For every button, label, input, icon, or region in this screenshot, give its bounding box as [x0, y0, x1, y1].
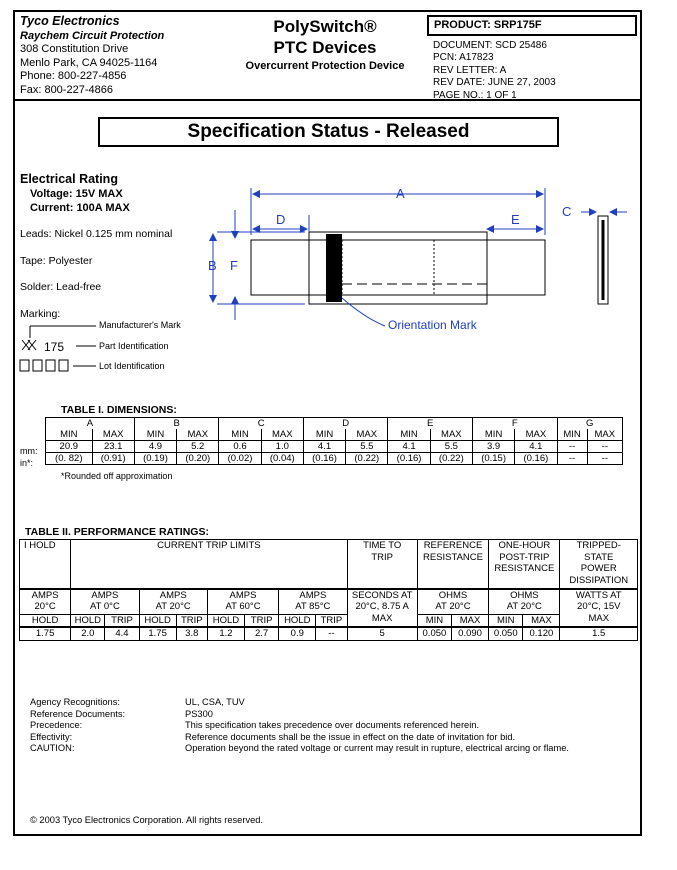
document-info — [433, 40, 556, 102]
th-time-to-trip: TIME TO TRIP — [347, 540, 417, 589]
precedence-key: Precedence: — [30, 720, 83, 731]
dim-in-cell: -- — [587, 453, 622, 465]
tape-spec: Tape: Polyester — [20, 255, 93, 267]
dim-mm-cell: 4.9 — [134, 441, 176, 453]
performance-value-cell: 3.8 — [176, 627, 207, 641]
performance-value-cell: 0.9 — [279, 627, 316, 641]
th-hold-20: HOLD — [139, 614, 176, 627]
th-ref-max: MAX — [451, 614, 488, 627]
precedence-value: This specification takes precedence over documents referenced herein. — [185, 720, 480, 731]
dim-in-cell: (0.02) — [219, 453, 261, 465]
dim-min-header: MIN — [303, 429, 345, 441]
performance-value-cell: 0.050 — [417, 627, 451, 641]
manufacturer-mark-label: Manufacturer's Mark — [99, 320, 181, 330]
dim-mm-cell: -- — [557, 441, 587, 453]
dim-letter-d: D — [303, 418, 388, 430]
dimensions-table — [45, 417, 623, 465]
dim-in-cell: (0.15) — [472, 453, 514, 465]
product-subtitle: Overcurrent Protection Device — [245, 60, 405, 72]
dim-letter-c: C — [219, 418, 304, 430]
dim-mm-cell: 1.0 — [261, 441, 303, 453]
th-hold-0: HOLD — [71, 614, 105, 627]
label-f: F — [230, 258, 238, 273]
performance-value-cell: 1.5 — [560, 627, 638, 641]
dim-max-header: MAX — [587, 429, 622, 441]
dim-in-cell: (0.04) — [261, 453, 303, 465]
table1-letter-row — [46, 418, 623, 430]
orientation-leader — [342, 298, 385, 326]
performance-value-cell: 1.75 — [20, 627, 71, 641]
performance-table — [19, 539, 638, 641]
dim-mm-cell: 5.2 — [177, 441, 219, 453]
th-at-20c: AMPS AT 20°C — [139, 589, 207, 615]
table1-in-row — [46, 453, 623, 465]
lot-identification-label: Lot Identification — [99, 361, 165, 371]
pcn-number: PCN: A17823 — [433, 52, 494, 64]
dim-max-header: MAX — [346, 429, 388, 441]
dim-letter-b: B — [134, 418, 219, 430]
dim-letter-e: E — [388, 418, 473, 430]
dim-min-header: MIN — [219, 429, 261, 441]
agency-value: UL, CSA, TUV — [185, 697, 245, 707]
dim-max-header: MAX — [177, 429, 219, 441]
th-tripped-state: TRIPPED- STATE POWER DISSIPATION — [560, 540, 638, 589]
dim-mm-cell: 5.5 — [346, 441, 388, 453]
lot-box-4 — [59, 360, 68, 371]
part-identification-label: Part Identification — [99, 341, 169, 351]
dim-in-cell: (0.16) — [515, 453, 557, 465]
dim-max-header: MAX — [515, 429, 557, 441]
specification-status-banner: Specification Status - Released — [98, 117, 559, 147]
th-trip-limits: CURRENT TRIP LIMITS — [71, 540, 347, 589]
th-hold-85: HOLD — [279, 614, 316, 627]
mm-row-label: mm: — [20, 446, 38, 456]
copyright: © 2003 Tyco Electronics Corporation. All rights reserved. — [30, 815, 264, 825]
table1-mm-row — [46, 441, 623, 453]
dim-max-header: MAX — [430, 429, 472, 441]
dim-in-cell: (0.91) — [92, 453, 134, 465]
dim-mm-cell: 4.1 — [388, 441, 430, 453]
company-address-1: 308 Constitution Drive — [20, 43, 129, 56]
performance-value-cell: 1.75 — [139, 627, 176, 641]
th-one-hour: ONE-HOUR POST-TRIP RESISTANCE — [489, 540, 560, 589]
chip-outline — [342, 240, 434, 295]
dim-mm-cell: 20.9 — [46, 441, 93, 453]
lot-box-3 — [46, 360, 55, 371]
label-e: E — [511, 212, 520, 227]
performance-value-cell: -- — [316, 627, 347, 641]
dim-letter-g: G — [557, 418, 623, 430]
dim-min-header: MIN — [472, 429, 514, 441]
leads-spec: Leads: Nickel 0.125 mm nominal — [20, 228, 173, 240]
performance-value-cell: 4.4 — [105, 627, 139, 641]
dim-mm-cell: 23.1 — [92, 441, 134, 453]
product-box: PRODUCT: SRP175F — [427, 15, 637, 36]
product-title-line1: PolySwitch® — [273, 17, 377, 36]
performance-value-cell: 2.0 — [71, 627, 105, 641]
table1-title: TABLE I. DIMENSIONS: — [61, 404, 177, 416]
effectivity-value: Reference documents shall be the issue in effect on the date of invitation for bid. — [185, 731, 516, 742]
rev-date: REV DATE: JUNE 27, 2003 — [433, 77, 556, 89]
lot-box-1 — [20, 360, 29, 371]
th-ohms-post: OHMS AT 20°C — [489, 589, 560, 615]
solder-spec: Solder: Lead-free — [20, 281, 102, 293]
product-title-block — [235, 16, 415, 72]
dim-letter-f: F — [472, 418, 557, 430]
caution-value: Operation beyond the rated voltage or current may result in rupture, electrical arcing or flame. — [185, 743, 569, 754]
dim-min-header: MIN — [557, 429, 587, 441]
dim-in-cell: (0.20) — [177, 453, 219, 465]
th-reference-resistance: REFERENCE RESISTANCE — [417, 540, 488, 589]
dim-in-cell: -- — [557, 453, 587, 465]
th-at-85c: AMPS AT 85°C — [279, 589, 347, 615]
page-number: PAGE NO.: 1 OF 1 — [433, 89, 517, 101]
performance-value-cell: 2.7 — [245, 627, 279, 641]
dim-in-cell: (0.19) — [134, 453, 176, 465]
effectivity-key: Effectivity: — [30, 731, 73, 742]
dim-in-cell: (0.16) — [388, 453, 430, 465]
performance-values-row — [20, 627, 638, 641]
dim-min-header: MIN — [46, 429, 93, 441]
label-b: B — [208, 258, 217, 273]
th-trip-20: TRIP — [176, 614, 207, 627]
dim-mm-cell: -- — [587, 441, 622, 453]
electrical-rating — [20, 172, 130, 215]
th-post-max: MAX — [523, 614, 560, 627]
refdocs-value: PS300 — [185, 708, 213, 719]
table2-title: TABLE II. PERFORMANCE RATINGS: — [25, 526, 209, 538]
performance-value-cell: 0.050 — [489, 627, 523, 641]
th-post-min: MIN — [489, 614, 523, 627]
orientation-stripe — [326, 234, 342, 302]
orientation-mark-label: Orientation Mark — [388, 318, 477, 332]
dim-in-cell: (0. 82) — [46, 453, 93, 465]
label-c: C — [562, 204, 572, 219]
dim-in-cell: (0.22) — [430, 453, 472, 465]
th-at-0c: AMPS AT 0°C — [71, 589, 139, 615]
th-seconds: SECONDS AT 20°C, 8.75 A MAX — [347, 589, 417, 628]
current-rating: Current: 100A MAX — [30, 201, 130, 214]
company-fax: Fax: 800-227-4866 — [20, 83, 113, 96]
performance-value-cell: 1.2 — [207, 627, 244, 641]
dim-max-header: MAX — [92, 429, 134, 441]
performance-value-cell: 5 — [347, 627, 417, 641]
dim-in-cell: (0.16) — [303, 453, 345, 465]
dim-mm-cell: 4.1 — [515, 441, 557, 453]
company-name: Tyco Electronics — [20, 14, 120, 28]
company-address-2: Menlo Park, CA 94025-1164 — [20, 56, 158, 69]
dim-max-header: MAX — [261, 429, 303, 441]
dim-min-header: MIN — [388, 429, 430, 441]
dim-mm-cell: 0.6 — [219, 441, 261, 453]
agency-key: Agency Recognitions: — [30, 697, 120, 707]
table1-note: *Rounded off approximation — [61, 471, 173, 481]
table1-minmax-row — [46, 429, 623, 441]
th-ihold: I HOLD — [20, 540, 71, 589]
company-phone: Phone: 800-227-4856 — [20, 70, 127, 83]
electrical-heading: Electrical Rating — [20, 172, 118, 186]
performance-value-cell: 0.090 — [451, 627, 488, 641]
dim-mm-cell: 4.1 — [303, 441, 345, 453]
th-at-60c: AMPS AT 60°C — [207, 589, 278, 615]
th-hold: HOLD — [20, 614, 71, 627]
dim-mm-cell: 3.9 — [472, 441, 514, 453]
lot-box-2 — [33, 360, 42, 371]
caution-key: CAUTION: — [30, 743, 75, 754]
rev-letter: REV LETTER: A — [433, 64, 507, 76]
lead-outline — [251, 240, 545, 295]
in-row-label: in*: — [20, 458, 34, 468]
dim-in-cell: (0.22) — [346, 453, 388, 465]
label-d: D — [276, 212, 286, 227]
th-hold-60: HOLD — [207, 614, 244, 627]
document-number: DOCUMENT: SCD 25486 — [433, 40, 547, 51]
dim-min-header: MIN — [134, 429, 176, 441]
refdocs-key: Reference Documents: — [30, 708, 126, 719]
th-ohms-ref: OHMS AT 20°C — [417, 589, 488, 615]
dim-mm-cell: 5.5 — [430, 441, 472, 453]
performance-value-cell: 0.120 — [523, 627, 560, 641]
voltage-rating: Voltage: 15V MAX — [30, 188, 123, 200]
label-a: A — [396, 186, 405, 201]
th-trip-0: TRIP — [105, 614, 139, 627]
part-code: 175 — [44, 340, 65, 354]
marking-label: Marking: — [20, 308, 61, 320]
th-amps-20c: AMPS 20°C — [20, 589, 71, 615]
dim-letter-a: A — [46, 418, 135, 430]
company-block — [20, 15, 164, 98]
product-title-line2: PTC Devices — [273, 38, 377, 57]
manufacturer-mark-icon — [22, 340, 36, 350]
th-watts: WATTS AT 20°C, 15V MAX — [560, 589, 638, 628]
th-ref-min: MIN — [417, 614, 451, 627]
th-trip-60: TRIP — [245, 614, 279, 627]
company-division: Raychem Circuit Protection — [20, 29, 165, 42]
th-trip-85: TRIP — [316, 614, 347, 627]
